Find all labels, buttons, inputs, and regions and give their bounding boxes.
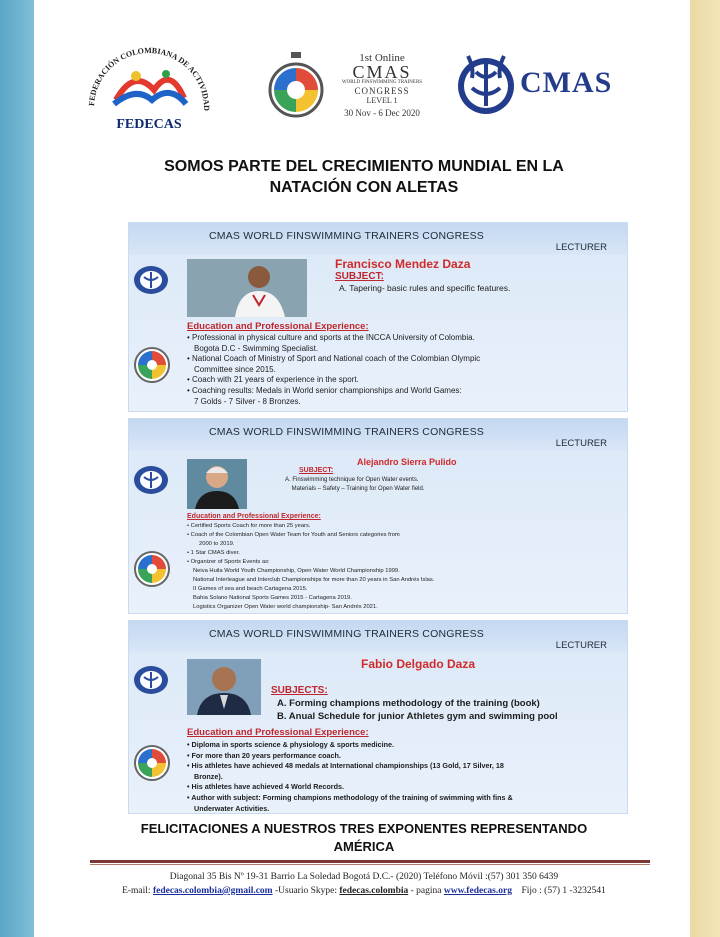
subject-line: Materials – Safety – Training for Open Water field. (285, 486, 425, 492)
panel-title: CMAS WORLD FINSWIMMING TRAINERS CONGRESS (209, 628, 484, 640)
cmas-badge-icon (131, 663, 171, 697)
list-item: • Certified Sports Coach for more than 25 years. (187, 523, 311, 529)
list-item: 2000 to 2019. (199, 541, 235, 547)
closing-message: FELICITACIONES A NUESTROS TRES EXPONENTES REPRESENTANDO AMÉRICA (140, 821, 588, 854)
list-item: • For more than 20 years performance coach. (187, 750, 341, 760)
list-item: National Interleague and Interclub Championships for more than 20 years in San Andrés Islas. (193, 577, 435, 583)
lecturer-name: Fabio Delgado Daza (361, 657, 476, 671)
person-photo-icon (187, 459, 247, 509)
panel-role: LECTURER (555, 242, 607, 253)
flyer-page (34, 0, 690, 937)
lecturer-name: Alejandro Sierra Pulido (357, 457, 457, 467)
list-item: • 1 Star CMAS diver. (187, 550, 240, 556)
subject-label: SUBJECTS: (271, 685, 328, 696)
email-link[interactable]: fedecas.colombia@gmail.com (152, 886, 273, 896)
cmas-wordmark: CMAS (520, 66, 613, 99)
stopwatch-icon (131, 739, 173, 783)
stopwatch-icon (264, 50, 328, 122)
footer-divider (90, 860, 650, 863)
list-item: • Author with subject: Forming champions methodology of the training of swimming with fins & (187, 792, 513, 802)
list-item: • Coaching results: Medals in World senior championships and World Games: (187, 385, 462, 395)
education-label: Education and Professional Experience: (187, 727, 369, 738)
subject-label: SUBJECT: (299, 467, 334, 474)
list-item: Neiva Huila World Youth Championship, Open Water World Championship 1999. (193, 568, 400, 574)
list-item: 7 Golds - 7 Silver - 8 Bronzes. (194, 396, 301, 406)
cmas-badge-icon (131, 463, 171, 497)
skype-user[interactable]: fedecas.colombia (339, 886, 409, 896)
lecturer-photo (187, 259, 307, 317)
subject-line: A. Finswimming technique for Open Water events. (285, 477, 419, 483)
person-photo-icon (187, 259, 307, 317)
list-item: • His athletes have achieved 48 medals at International championships (13 Gold, 17 Silver, 18 (187, 761, 504, 771)
list-item: • National Coach of Ministry of Sport and National coach of the Colombian Olympic (187, 354, 481, 364)
list-item: • Organizer of Sports Events as: (187, 559, 270, 565)
list-item: Bogota D.C - Swimming Specialist. (194, 343, 319, 353)
subject-line: B. Anual Schedule for junior Athletes gym and swimming pool (277, 711, 558, 722)
footer (74, 870, 654, 898)
cmas-badge-icon (131, 263, 171, 297)
list-item: Bahia Solano National Sports Games 2015 - Cartagena 2019. (193, 595, 352, 601)
cmas-logo (454, 46, 624, 126)
education-list (187, 522, 434, 612)
panel-title: CMAS WORLD FINSWIMMING TRAINERS CONGRESS (209, 230, 484, 242)
lecturer-name: Francisco Mendez Daza (335, 257, 471, 271)
list-item: Bronze). (194, 771, 223, 781)
list-item: Logistics Organizer Open Water world championship- San Andrés 2021. (193, 604, 378, 610)
subject-label: SUBJECT: (335, 271, 384, 282)
panel-title: CMAS WORLD FINSWIMMING TRAINERS CONGRESS (209, 426, 484, 438)
footer-address: Diagonal 35 Bis Nº 19-31 Barrio La Soledad Bogotá D.C.- (2020) Teléfono Móvil :(57) 301 350 6439 (169, 872, 559, 882)
list-item: • His athletes have achieved 4 World Records. (187, 782, 344, 792)
education-label: Education and Professional Experience: (187, 321, 369, 332)
lecturer-photo (187, 459, 247, 509)
fedecas-emblem-icon (74, 38, 224, 134)
lecturer-panel-2 (128, 418, 628, 614)
cmas-emblem-icon (454, 48, 518, 120)
education-list (187, 333, 480, 407)
list-item: • Professional in physical culture and sports at the INCCA University of Colombia. (187, 333, 475, 342)
list-item: II Games of sea and beach Cartagena 2015. (193, 586, 308, 592)
svg-text:FEDECAS: FEDECAS (116, 117, 182, 132)
education-label: Education and Professional Experience: (187, 513, 321, 520)
footer-contacts: E-mail: fedecas.colombia@gmail.com -Usuario Skype: fedecas.colombia - pagina www.fedecas.org Fijo : (57) 1 -3232541 (122, 886, 606, 896)
congress-logo (260, 46, 430, 126)
congress-title: 1st Online CMAS WORLD FINSWIMMING TRAINERS CONGRESS LEVEL 1 30 Nov - 6 Dec 2020 (341, 52, 423, 118)
list-item: • Coach of the Colombian Open Water Team for Youth and Seniors categories from (187, 532, 400, 538)
panel-role: LECTURER (555, 640, 607, 651)
stopwatch-icon (131, 341, 173, 385)
list-item: Underwater Activities. (194, 803, 270, 813)
header-logos (34, 30, 690, 140)
lecturer-photo (187, 659, 261, 715)
stopwatch-icon (131, 545, 173, 589)
svg-text:FEDERACIÓN COLOMBIANA DE ACTIV: FEDERACIÓN COLOMBIANA DE ACTIVIDAD (87, 45, 212, 111)
lecturer-panel-3 (128, 620, 628, 814)
website-link[interactable]: www.fedecas.org (443, 886, 512, 896)
footer-divider (90, 864, 650, 865)
list-item: • Coach with 21 years of experience in the sport. (187, 375, 359, 385)
subject-line: A. Forming champions methodology of the training (book) (277, 698, 540, 709)
fedecas-logo (74, 38, 224, 134)
panel-role: LECTURER (555, 438, 607, 449)
lecturer-panel-1 (128, 222, 628, 412)
headline: SOMOS PARTE DEL CRECIMIENTO MUNDIAL EN LA NATACIÓN CON ALETAS (164, 158, 564, 196)
list-item: • Diploma in sports science & physiology & sports medicine. (187, 740, 395, 749)
education-list (187, 740, 513, 814)
subject-line: A. Tapering- basic rules and specific features. (339, 283, 511, 293)
person-photo-icon (187, 659, 261, 715)
list-item: Committee since 2015. (194, 364, 276, 374)
